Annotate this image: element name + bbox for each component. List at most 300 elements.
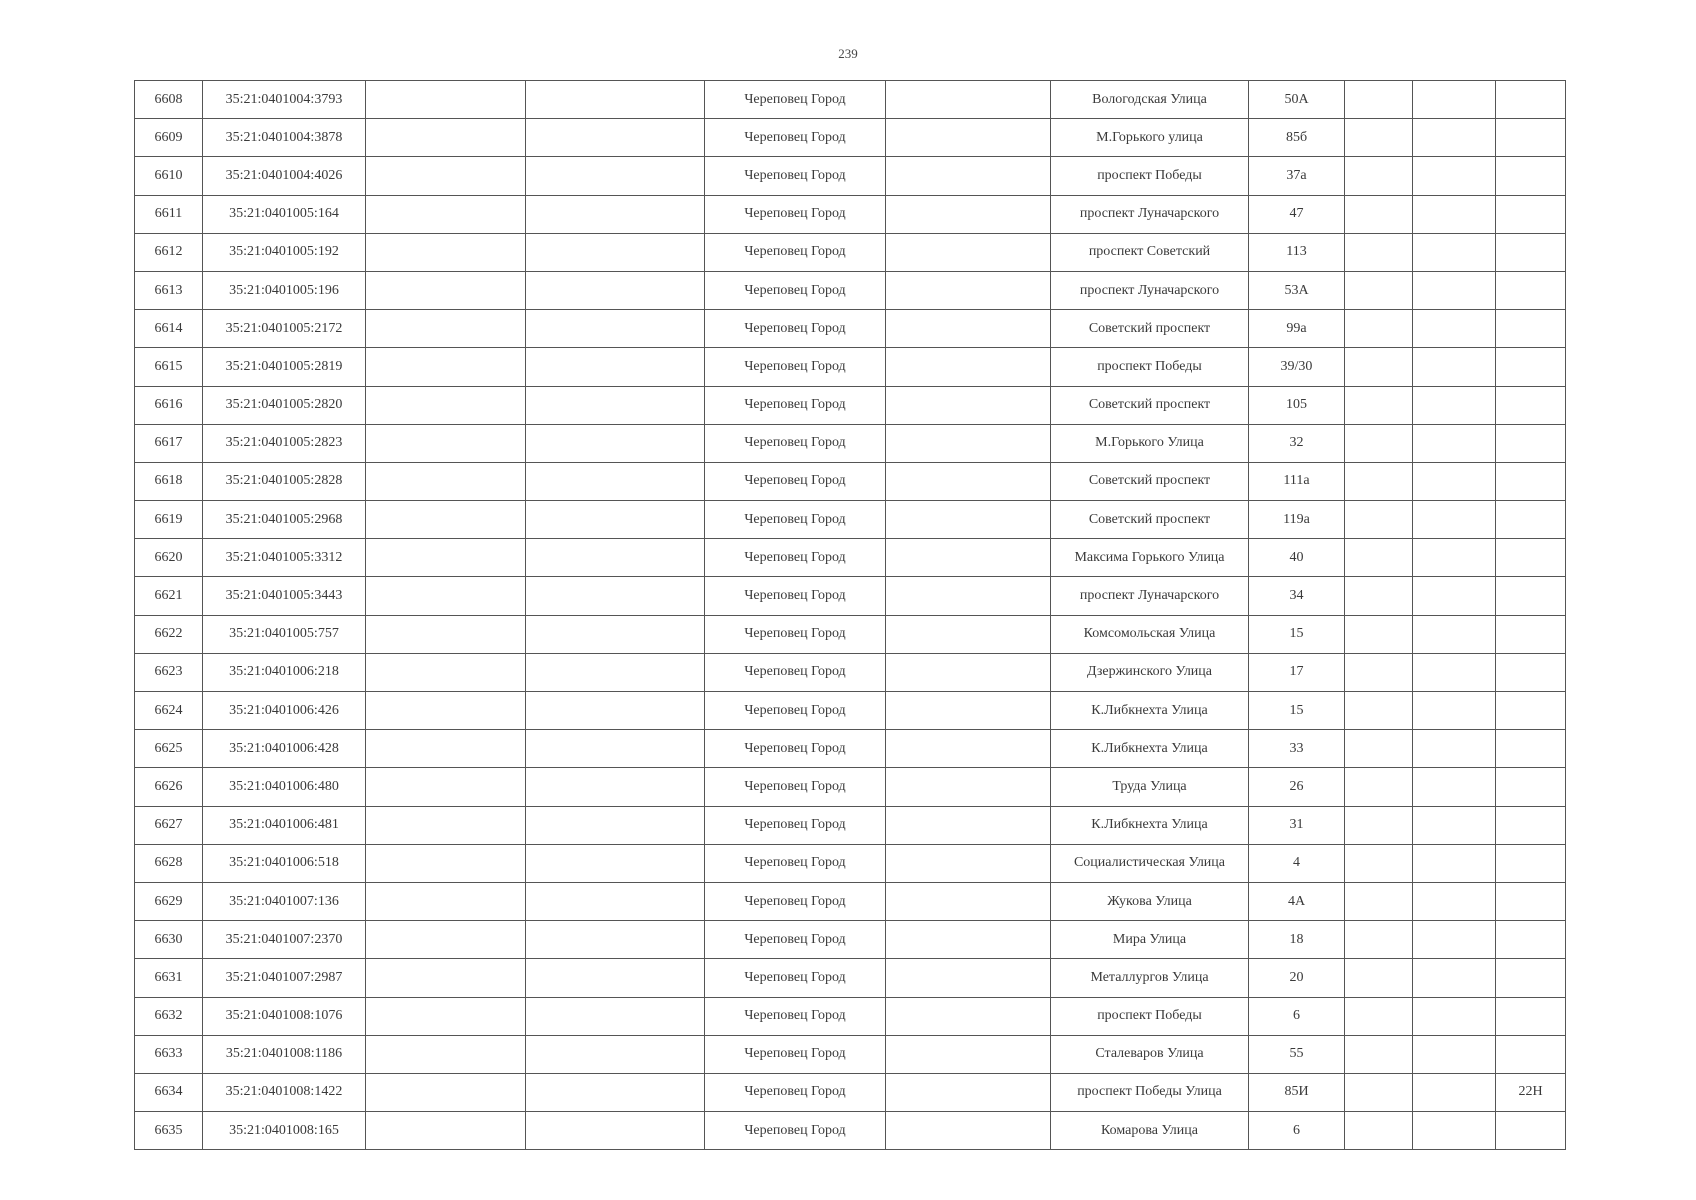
cadastral-number-cell: 35:21:0401005:192: [203, 233, 366, 271]
locality-cell: Череповец Город: [705, 806, 886, 844]
empty-col-3-cell: [366, 806, 526, 844]
empty-col-6-cell: [886, 195, 1051, 233]
locality-cell: Череповец Город: [705, 653, 886, 691]
table-row: [135, 119, 1566, 157]
cadastral-number-cell: 35:21:0401005:2172: [203, 310, 366, 348]
cadastral-number-cell: 35:21:0401007:2370: [203, 921, 366, 959]
cadastral-number-cell: 35:21:0401006:480: [203, 768, 366, 806]
empty-col-9-cell: [1345, 921, 1413, 959]
row-number-cell: 6624: [135, 692, 203, 730]
locality-cell: Череповец Город: [705, 310, 886, 348]
table-row: [135, 462, 1566, 500]
apartment-cell: [1496, 539, 1566, 577]
empty-col-4-cell: [526, 119, 705, 157]
house-number-cell: 55: [1249, 1035, 1345, 1073]
empty-col-4-cell: [526, 1035, 705, 1073]
table-row: [135, 1112, 1566, 1150]
empty-col-3-cell: [366, 730, 526, 768]
empty-col-6-cell: [886, 462, 1051, 500]
row-number-cell: 6612: [135, 233, 203, 271]
house-number-cell: 33: [1249, 730, 1345, 768]
row-number-cell: 6628: [135, 844, 203, 882]
street-cell: проспект Луначарского: [1051, 577, 1249, 615]
empty-col-6-cell: [886, 730, 1051, 768]
empty-col-3-cell: [366, 653, 526, 691]
empty-col-4-cell: [526, 157, 705, 195]
house-number-cell: 20: [1249, 959, 1345, 997]
street-cell: Социалистическая Улица: [1051, 844, 1249, 882]
empty-col-6-cell: [886, 844, 1051, 882]
empty-col-3-cell: [366, 615, 526, 653]
cadastral-number-cell: 35:21:0401008:1076: [203, 997, 366, 1035]
street-cell: Труда Улица: [1051, 768, 1249, 806]
empty-col-10-cell: [1413, 348, 1496, 386]
street-cell: проспект Победы: [1051, 997, 1249, 1035]
empty-col-3-cell: [366, 1035, 526, 1073]
locality-cell: Череповец Город: [705, 157, 886, 195]
house-number-cell: 85И: [1249, 1073, 1345, 1111]
empty-col-6-cell: [886, 577, 1051, 615]
empty-col-6-cell: [886, 959, 1051, 997]
empty-col-4-cell: [526, 882, 705, 920]
locality-cell: Череповец Город: [705, 615, 886, 653]
apartment-cell: [1496, 921, 1566, 959]
house-number-cell: 40: [1249, 539, 1345, 577]
table-row: [135, 577, 1566, 615]
row-number-cell: 6622: [135, 615, 203, 653]
empty-col-10-cell: [1413, 577, 1496, 615]
empty-col-4-cell: [526, 921, 705, 959]
apartment-cell: [1496, 386, 1566, 424]
apartment-cell: [1496, 692, 1566, 730]
empty-col-9-cell: [1345, 577, 1413, 615]
house-number-cell: 18: [1249, 921, 1345, 959]
row-number-cell: 6613: [135, 271, 203, 309]
house-number-cell: 15: [1249, 615, 1345, 653]
row-number-cell: 6630: [135, 921, 203, 959]
empty-col-10-cell: [1413, 959, 1496, 997]
cadastral-number-cell: 35:21:0401005:2823: [203, 424, 366, 462]
locality-cell: Череповец Город: [705, 501, 886, 539]
apartment-cell: [1496, 195, 1566, 233]
empty-col-9-cell: [1345, 730, 1413, 768]
row-number-cell: 6620: [135, 539, 203, 577]
locality-cell: Череповец Город: [705, 730, 886, 768]
empty-col-4-cell: [526, 81, 705, 119]
empty-col-9-cell: [1345, 997, 1413, 1035]
cadastral-number-cell: 35:21:0401006:481: [203, 806, 366, 844]
apartment-cell: [1496, 959, 1566, 997]
empty-col-6-cell: [886, 310, 1051, 348]
apartment-cell: [1496, 310, 1566, 348]
house-number-cell: 15: [1249, 692, 1345, 730]
locality-cell: Череповец Город: [705, 119, 886, 157]
locality-cell: Череповец Город: [705, 424, 886, 462]
street-cell: Комсомольская Улица: [1051, 615, 1249, 653]
street-cell: М.Горького улица: [1051, 119, 1249, 157]
cadastral-number-cell: 35:21:0401006:218: [203, 653, 366, 691]
table-row: [135, 233, 1566, 271]
locality-cell: Череповец Город: [705, 1112, 886, 1150]
empty-col-4-cell: [526, 424, 705, 462]
empty-col-9-cell: [1345, 119, 1413, 157]
table-row: [135, 653, 1566, 691]
empty-col-9-cell: [1345, 692, 1413, 730]
empty-col-10-cell: [1413, 1112, 1496, 1150]
empty-col-9-cell: [1345, 157, 1413, 195]
locality-cell: Череповец Город: [705, 271, 886, 309]
apartment-cell: [1496, 424, 1566, 462]
locality-cell: Череповец Город: [705, 997, 886, 1035]
house-number-cell: 17: [1249, 653, 1345, 691]
house-number-cell: 85б: [1249, 119, 1345, 157]
table-row: [135, 271, 1566, 309]
empty-col-3-cell: [366, 119, 526, 157]
cadastral-number-cell: 35:21:0401005:2828: [203, 462, 366, 500]
empty-col-4-cell: [526, 348, 705, 386]
empty-col-4-cell: [526, 959, 705, 997]
row-number-cell: 6626: [135, 768, 203, 806]
street-cell: проспект Победы: [1051, 348, 1249, 386]
house-number-cell: 37а: [1249, 157, 1345, 195]
empty-col-10-cell: [1413, 157, 1496, 195]
empty-col-9-cell: [1345, 1035, 1413, 1073]
street-cell: Советский проспект: [1051, 310, 1249, 348]
empty-col-6-cell: [886, 997, 1051, 1035]
row-number-cell: 6619: [135, 501, 203, 539]
locality-cell: Череповец Город: [705, 577, 886, 615]
empty-col-9-cell: [1345, 653, 1413, 691]
row-number-cell: 6633: [135, 1035, 203, 1073]
house-number-cell: 99а: [1249, 310, 1345, 348]
apartment-cell: [1496, 119, 1566, 157]
apartment-cell: [1496, 730, 1566, 768]
locality-cell: Череповец Город: [705, 882, 886, 920]
locality-cell: Череповец Город: [705, 1073, 886, 1111]
street-cell: Вологодская Улица: [1051, 81, 1249, 119]
empty-col-6-cell: [886, 81, 1051, 119]
house-number-cell: 34: [1249, 577, 1345, 615]
empty-col-6-cell: [886, 233, 1051, 271]
cadastral-number-cell: 35:21:0401005:196: [203, 271, 366, 309]
empty-col-4-cell: [526, 577, 705, 615]
house-number-cell: 4: [1249, 844, 1345, 882]
empty-col-10-cell: [1413, 310, 1496, 348]
apartment-cell: 22Н: [1496, 1073, 1566, 1111]
cadastral-number-cell: 35:21:0401005:2968: [203, 501, 366, 539]
row-number-cell: 6609: [135, 119, 203, 157]
table-row: [135, 844, 1566, 882]
empty-col-10-cell: [1413, 539, 1496, 577]
empty-col-9-cell: [1345, 1073, 1413, 1111]
locality-cell: Череповец Город: [705, 959, 886, 997]
empty-col-10-cell: [1413, 424, 1496, 462]
empty-col-10-cell: [1413, 462, 1496, 500]
apartment-cell: [1496, 462, 1566, 500]
empty-col-3-cell: [366, 692, 526, 730]
empty-col-3-cell: [366, 921, 526, 959]
street-cell: М.Горького Улица: [1051, 424, 1249, 462]
row-number-cell: 6611: [135, 195, 203, 233]
empty-col-3-cell: [366, 271, 526, 309]
house-number-cell: 53А: [1249, 271, 1345, 309]
apartment-cell: [1496, 577, 1566, 615]
table-row: [135, 806, 1566, 844]
table-row: [135, 615, 1566, 653]
locality-cell: Череповец Город: [705, 195, 886, 233]
empty-col-10-cell: [1413, 233, 1496, 271]
empty-col-6-cell: [886, 424, 1051, 462]
street-cell: К.Либкнехта Улица: [1051, 806, 1249, 844]
empty-col-4-cell: [526, 271, 705, 309]
locality-cell: Череповец Город: [705, 1035, 886, 1073]
empty-col-3-cell: [366, 1073, 526, 1111]
street-cell: Советский проспект: [1051, 386, 1249, 424]
street-cell: проспект Победы Улица: [1051, 1073, 1249, 1111]
house-number-cell: 26: [1249, 768, 1345, 806]
apartment-cell: [1496, 501, 1566, 539]
cadastral-number-cell: 35:21:0401005:2820: [203, 386, 366, 424]
empty-col-10-cell: [1413, 615, 1496, 653]
empty-col-9-cell: [1345, 615, 1413, 653]
empty-col-9-cell: [1345, 462, 1413, 500]
empty-col-4-cell: [526, 615, 705, 653]
table-row: [135, 424, 1566, 462]
empty-col-9-cell: [1345, 768, 1413, 806]
apartment-cell: [1496, 653, 1566, 691]
table-row: [135, 1073, 1566, 1111]
empty-col-9-cell: [1345, 233, 1413, 271]
row-number-cell: 6632: [135, 997, 203, 1035]
empty-col-4-cell: [526, 1112, 705, 1150]
empty-col-10-cell: [1413, 386, 1496, 424]
empty-col-3-cell: [366, 577, 526, 615]
apartment-cell: [1496, 1112, 1566, 1150]
empty-col-3-cell: [366, 501, 526, 539]
apartment-cell: [1496, 348, 1566, 386]
house-number-cell: 47: [1249, 195, 1345, 233]
empty-col-6-cell: [886, 692, 1051, 730]
locality-cell: Череповец Город: [705, 844, 886, 882]
cadastral-number-cell: 35:21:0401004:4026: [203, 157, 366, 195]
row-number-cell: 6616: [135, 386, 203, 424]
locality-cell: Череповец Город: [705, 348, 886, 386]
house-number-cell: 6: [1249, 997, 1345, 1035]
cadastral-number-cell: 35:21:0401007:2987: [203, 959, 366, 997]
row-number-cell: 6618: [135, 462, 203, 500]
empty-col-3-cell: [366, 882, 526, 920]
empty-col-10-cell: [1413, 921, 1496, 959]
cadastral-number-cell: 35:21:0401007:136: [203, 882, 366, 920]
cadastral-number-cell: 35:21:0401008:165: [203, 1112, 366, 1150]
apartment-cell: [1496, 157, 1566, 195]
street-cell: проспект Советский: [1051, 233, 1249, 271]
empty-col-4-cell: [526, 462, 705, 500]
empty-col-4-cell: [526, 386, 705, 424]
empty-col-4-cell: [526, 1073, 705, 1111]
empty-col-10-cell: [1413, 692, 1496, 730]
house-number-cell: 39/30: [1249, 348, 1345, 386]
apartment-cell: [1496, 1035, 1566, 1073]
row-number-cell: 6631: [135, 959, 203, 997]
table-row: [135, 1035, 1566, 1073]
empty-col-6-cell: [886, 653, 1051, 691]
apartment-cell: [1496, 768, 1566, 806]
empty-col-10-cell: [1413, 730, 1496, 768]
empty-col-3-cell: [366, 959, 526, 997]
table-row: [135, 959, 1566, 997]
empty-col-10-cell: [1413, 997, 1496, 1035]
apartment-cell: [1496, 844, 1566, 882]
row-number-cell: 6608: [135, 81, 203, 119]
empty-col-9-cell: [1345, 501, 1413, 539]
empty-col-4-cell: [526, 501, 705, 539]
apartment-cell: [1496, 81, 1566, 119]
empty-col-10-cell: [1413, 501, 1496, 539]
row-number-cell: 6614: [135, 310, 203, 348]
empty-col-4-cell: [526, 730, 705, 768]
empty-col-6-cell: [886, 1035, 1051, 1073]
row-number-cell: 6625: [135, 730, 203, 768]
table-row: [135, 692, 1566, 730]
cadastral-number-cell: 35:21:0401005:3443: [203, 577, 366, 615]
empty-col-6-cell: [886, 348, 1051, 386]
table-row: [135, 539, 1566, 577]
table-row: [135, 501, 1566, 539]
empty-col-9-cell: [1345, 81, 1413, 119]
row-number-cell: 6615: [135, 348, 203, 386]
empty-col-9-cell: [1345, 195, 1413, 233]
empty-col-4-cell: [526, 692, 705, 730]
empty-col-10-cell: [1413, 119, 1496, 157]
empty-col-9-cell: [1345, 959, 1413, 997]
row-number-cell: 6610: [135, 157, 203, 195]
empty-col-10-cell: [1413, 844, 1496, 882]
table-row: [135, 730, 1566, 768]
empty-col-9-cell: [1345, 539, 1413, 577]
cadastral-number-cell: 35:21:0401008:1422: [203, 1073, 366, 1111]
empty-col-3-cell: [366, 424, 526, 462]
house-number-cell: 4А: [1249, 882, 1345, 920]
street-cell: проспект Луначарского: [1051, 271, 1249, 309]
cadastral-number-cell: 35:21:0401004:3878: [203, 119, 366, 157]
empty-col-3-cell: [366, 386, 526, 424]
row-number-cell: 6621: [135, 577, 203, 615]
empty-col-3-cell: [366, 1112, 526, 1150]
empty-col-4-cell: [526, 806, 705, 844]
empty-col-4-cell: [526, 310, 705, 348]
table-row: [135, 348, 1566, 386]
street-cell: Сталеваров Улица: [1051, 1035, 1249, 1073]
cadastral-number-cell: 35:21:0401006:428: [203, 730, 366, 768]
empty-col-3-cell: [366, 844, 526, 882]
empty-col-6-cell: [886, 921, 1051, 959]
empty-col-9-cell: [1345, 310, 1413, 348]
empty-col-4-cell: [526, 768, 705, 806]
street-cell: Советский проспект: [1051, 501, 1249, 539]
locality-cell: Череповец Город: [705, 921, 886, 959]
locality-cell: Череповец Город: [705, 539, 886, 577]
empty-col-3-cell: [366, 157, 526, 195]
table-row: [135, 81, 1566, 119]
house-number-cell: 50А: [1249, 81, 1345, 119]
street-cell: Дзержинского Улица: [1051, 653, 1249, 691]
empty-col-3-cell: [366, 768, 526, 806]
registry-table-body: [135, 81, 1566, 1150]
street-cell: проспект Победы: [1051, 157, 1249, 195]
empty-col-4-cell: [526, 233, 705, 271]
empty-col-4-cell: [526, 997, 705, 1035]
registry-table: [134, 80, 1566, 1150]
street-cell: Максима Горького Улица: [1051, 539, 1249, 577]
street-cell: Жукова Улица: [1051, 882, 1249, 920]
empty-col-10-cell: [1413, 1073, 1496, 1111]
empty-col-6-cell: [886, 271, 1051, 309]
row-number-cell: 6623: [135, 653, 203, 691]
empty-col-6-cell: [886, 119, 1051, 157]
table-row: [135, 882, 1566, 920]
row-number-cell: 6627: [135, 806, 203, 844]
empty-col-9-cell: [1345, 1112, 1413, 1150]
empty-col-3-cell: [366, 997, 526, 1035]
empty-col-3-cell: [366, 233, 526, 271]
empty-col-9-cell: [1345, 348, 1413, 386]
empty-col-6-cell: [886, 882, 1051, 920]
empty-col-3-cell: [366, 462, 526, 500]
empty-col-6-cell: [886, 157, 1051, 195]
empty-col-10-cell: [1413, 653, 1496, 691]
locality-cell: Череповец Город: [705, 386, 886, 424]
empty-col-9-cell: [1345, 424, 1413, 462]
house-number-cell: 119а: [1249, 501, 1345, 539]
house-number-cell: 111а: [1249, 462, 1345, 500]
empty-col-6-cell: [886, 539, 1051, 577]
table-row: [135, 195, 1566, 233]
cadastral-number-cell: 35:21:0401005:2819: [203, 348, 366, 386]
apartment-cell: [1496, 271, 1566, 309]
table-row: [135, 386, 1566, 424]
empty-col-10-cell: [1413, 806, 1496, 844]
empty-col-9-cell: [1345, 844, 1413, 882]
row-number-cell: 6635: [135, 1112, 203, 1150]
locality-cell: Череповец Город: [705, 462, 886, 500]
apartment-cell: [1496, 615, 1566, 653]
empty-col-6-cell: [886, 768, 1051, 806]
empty-col-4-cell: [526, 844, 705, 882]
table-row: [135, 310, 1566, 348]
table-row: [135, 921, 1566, 959]
cadastral-number-cell: 35:21:0401004:3793: [203, 81, 366, 119]
locality-cell: Череповец Город: [705, 692, 886, 730]
empty-col-10-cell: [1413, 81, 1496, 119]
empty-col-3-cell: [366, 81, 526, 119]
empty-col-10-cell: [1413, 1035, 1496, 1073]
cadastral-number-cell: 35:21:0401008:1186: [203, 1035, 366, 1073]
cadastral-number-cell: 35:21:0401005:757: [203, 615, 366, 653]
empty-col-6-cell: [886, 501, 1051, 539]
cadastral-number-cell: 35:21:0401006:518: [203, 844, 366, 882]
empty-col-10-cell: [1413, 271, 1496, 309]
row-number-cell: 6629: [135, 882, 203, 920]
street-cell: Комарова Улица: [1051, 1112, 1249, 1150]
empty-col-10-cell: [1413, 195, 1496, 233]
table-row: [135, 157, 1566, 195]
empty-col-6-cell: [886, 806, 1051, 844]
empty-col-4-cell: [526, 195, 705, 233]
empty-col-6-cell: [886, 1112, 1051, 1150]
apartment-cell: [1496, 882, 1566, 920]
empty-col-3-cell: [366, 539, 526, 577]
